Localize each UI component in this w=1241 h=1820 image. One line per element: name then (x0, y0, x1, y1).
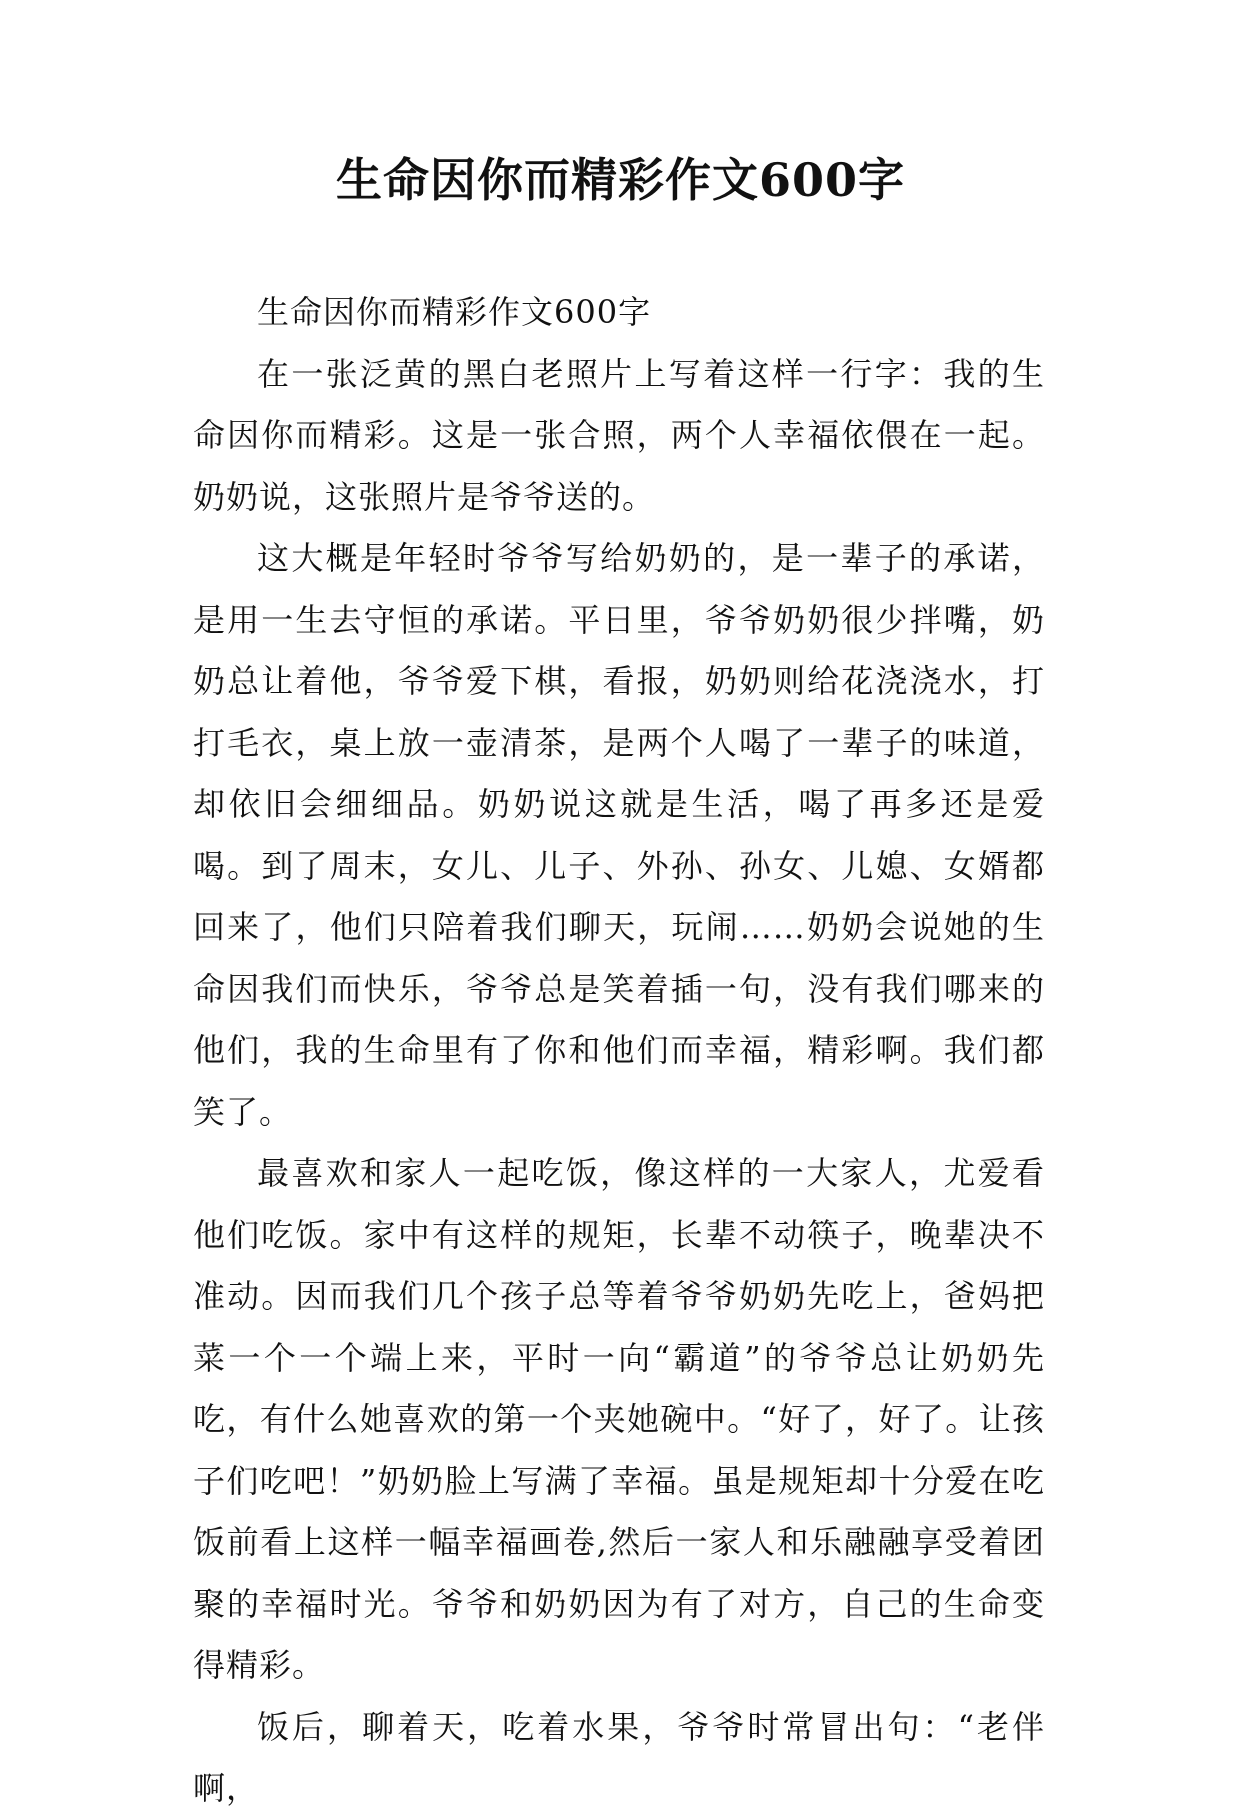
paragraph-3: 最喜欢和家人一起吃饭，像这样的一大家人，尤爱看他们吃饭。家中有这样的规矩，长辈不动筷子，晚辈决不准动。因而我们几个孩子总等着爷爷奶奶先吃上，爸妈把菜一个一个端上来，平时一向“霸道”的爷爷总让奶奶先吃，有什么她喜欢的第一个夹她碗中。“好了，好了。让孩子们吃吧！”奶奶脸上写满了幸福。虽是规矩却十分爱在吃饭前看上这样一幅幸福画卷,然后一家人和乐融融享受着团聚的幸福时光。爷爷和奶奶因为有了对方，自己的生命变得精彩。 (193, 1154, 1045, 1684)
paragraph-subtitle: 生命因你而精彩作文600字 (257, 293, 652, 331)
paragraph-1: 在一张泛黄的黑白老照片上写着这样一行字：我的生命因你而精彩。这是一张合照，两个人幸福依偎在一起。奶奶说，这张照片是爷爷送的。 (193, 354, 1045, 516)
paragraph-2: 这大概是年轻时爷爷写给奶奶的，是一辈子的承诺，是用一生去守恒的承诺。平日里，爷爷奶奶很少拌嘴，奶奶总让着他，爷爷爱下棋，看报，奶奶则给花浇浇水，打打毛衣，桌上放一壶清茶，是两个人喝了一辈子的味道，却依旧会细细品。奶奶说这就是生活，喝了再多还是爱喝。到了周末，女儿、儿子、外孙、孙女、儿媳、女婿都回来了，他们只陪着我们聊天，玩闹……奶奶会说她的生命因我们而快乐，爷爷总是笑着插一句，没有我们哪来的他们，我的生命里有了你和他们而幸福，精彩啊。我们都笑了。 (193, 539, 1045, 1131)
paragraph-4: 饭后，聊着天，吃着水果，爷爷时常冒出句：“老伴啊， (193, 1707, 1045, 1807)
document-title: 生命因你而精彩作文600字 (335, 153, 906, 207)
document-body (193, 282, 1045, 1820)
